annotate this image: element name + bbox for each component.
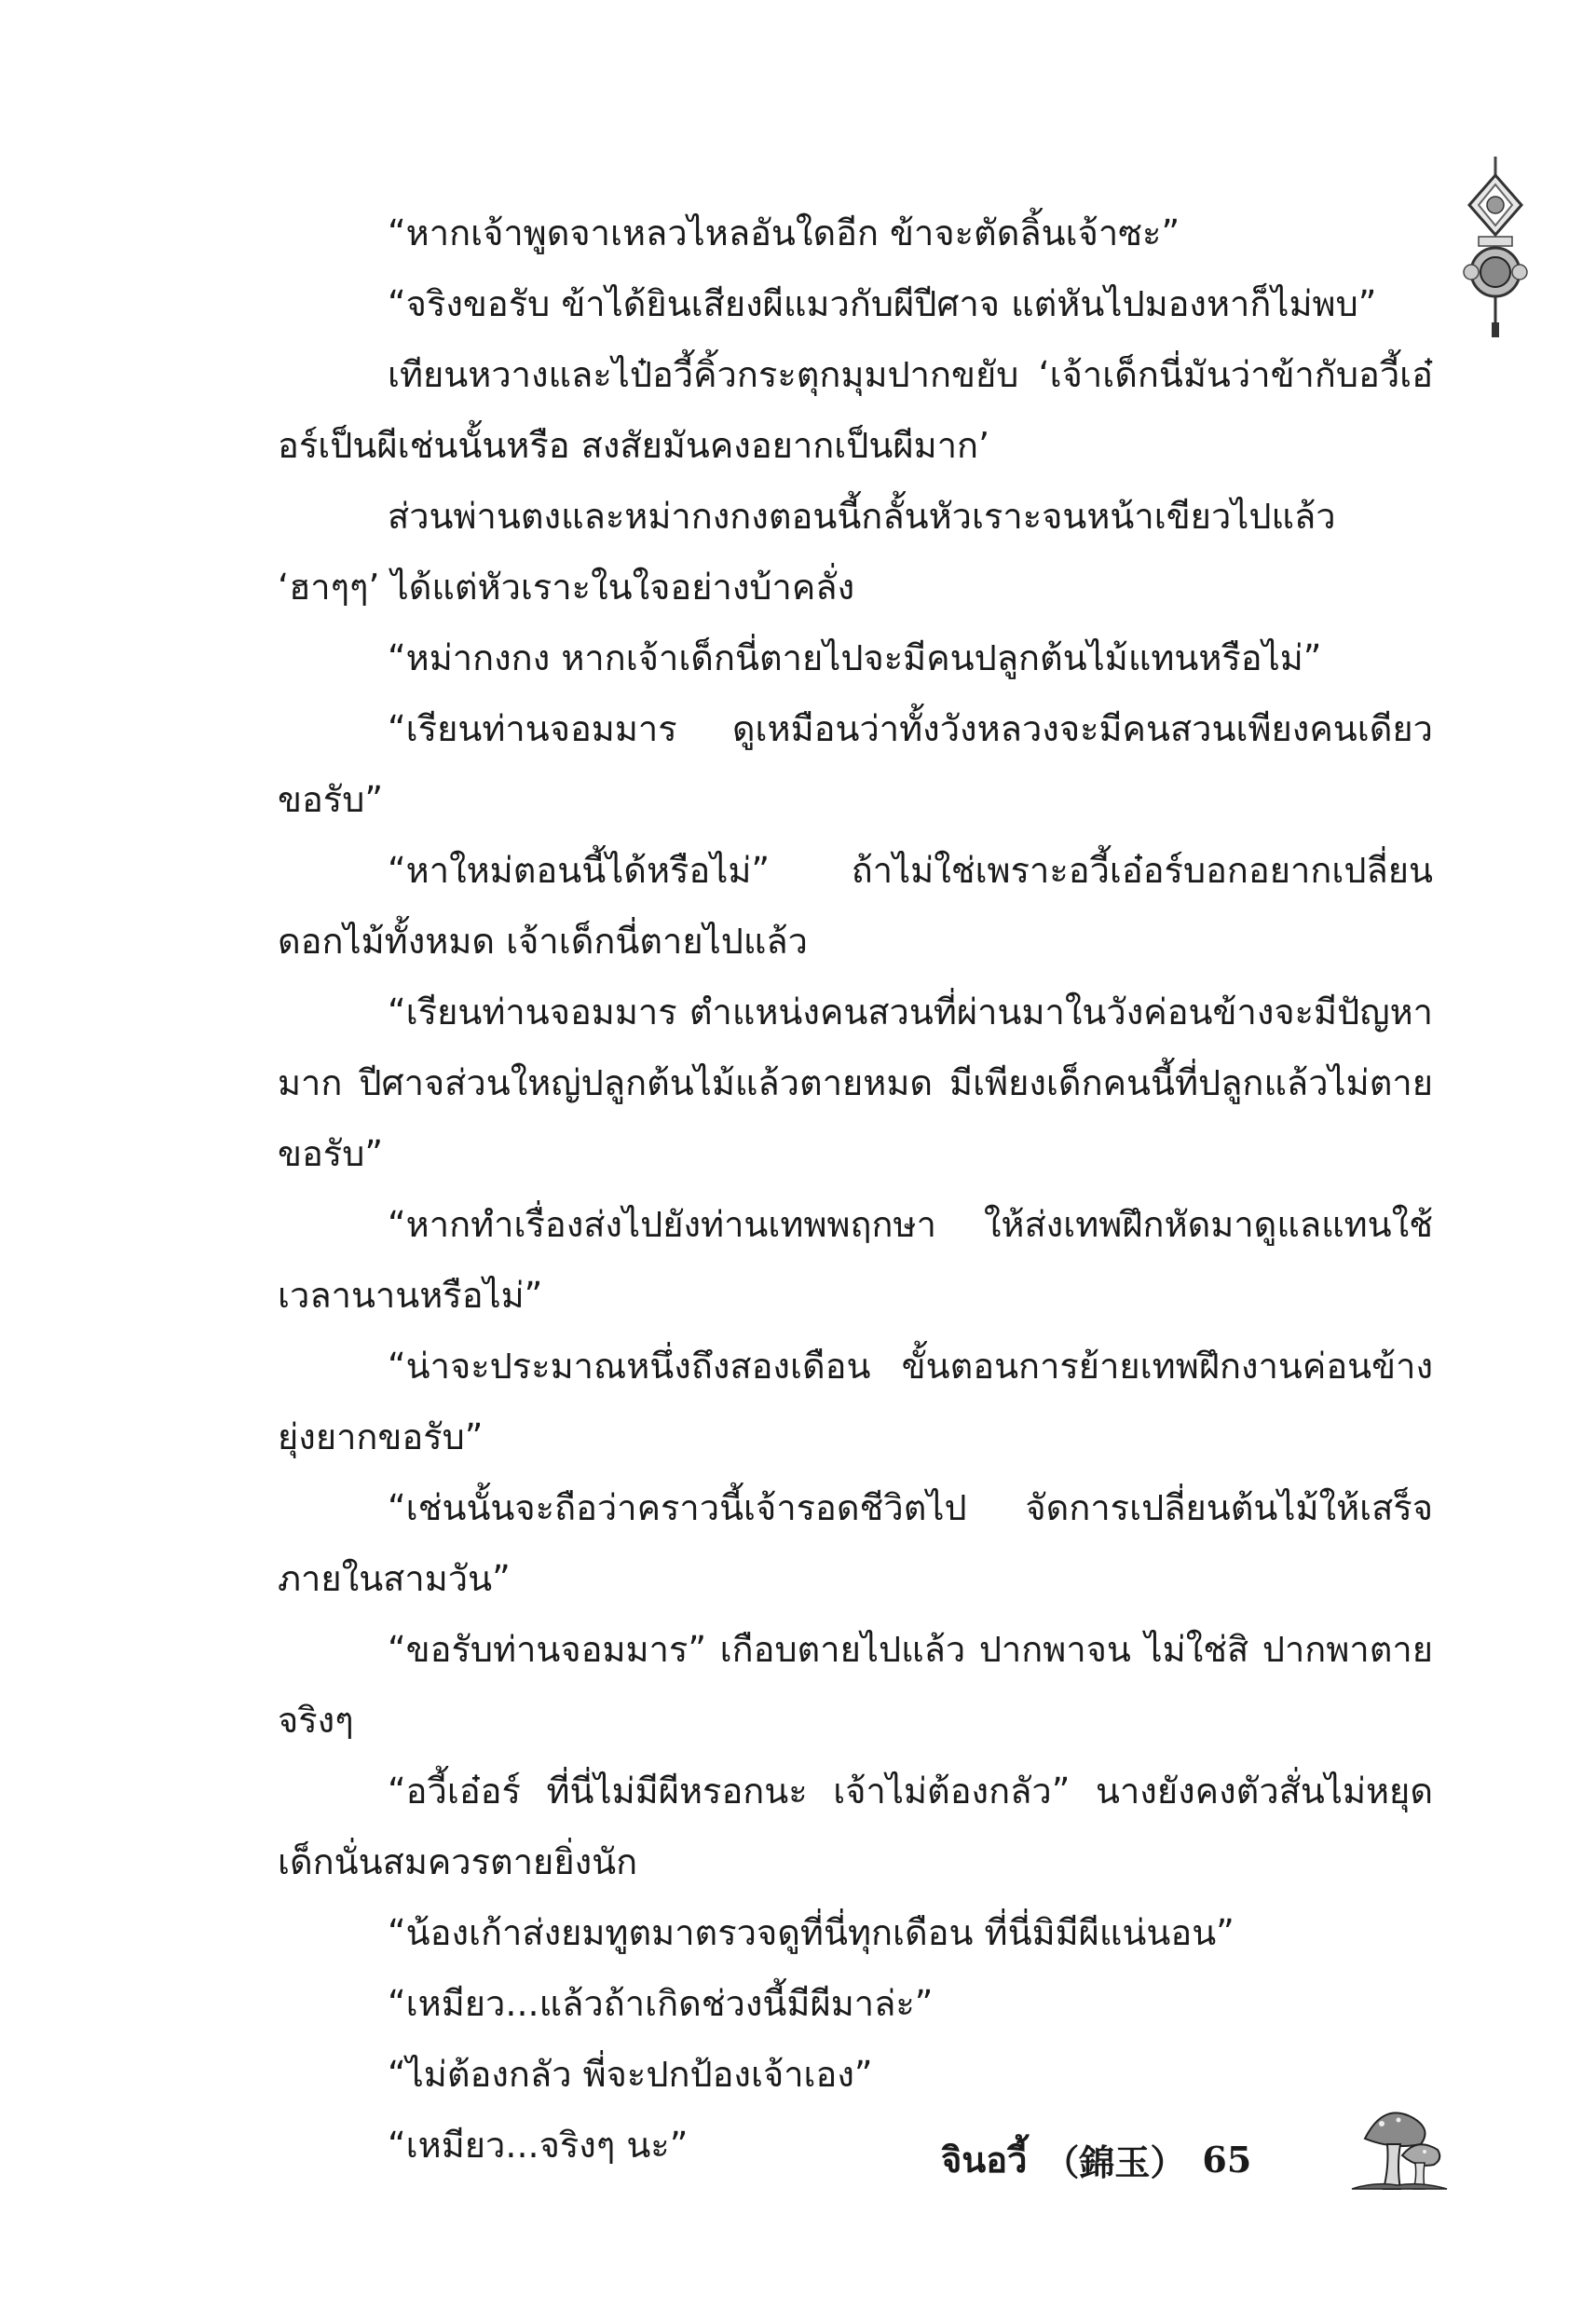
paragraph: “เรียนท่านจอมมาร ดูเหมือนว่าทั้งวังหลวงจะมีคนสวนเพียงคนเดียวขอรับ” [278, 708, 1433, 820]
paragraph: “หากทำเรื่องส่งไปยังท่านเทพพฤกษา ให้ส่งเทพฝึกหัดมาดูแลแทนใช้เวลานานหรือไม่” [278, 1204, 1433, 1316]
page-number: 65 [1202, 2138, 1252, 2181]
paragraph: “เช่นนั้นจะถือว่าคราวนี้เจ้ารอดชีวิตไป จัดการเปลี่ยนต้นไม้ให้เสร็จภายในสามวัน” [278, 1487, 1433, 1599]
paragraph: “เหมียว...แล้วถ้าเกิดช่วงนี้มีผีมาล่ะ” [388, 1983, 934, 2024]
paragraph: “น่าจะประมาณหนึ่งถึงสองเดือน ขั้นตอนการย้ายเทพฝึกงานค่อนข้างยุ่งยากขอรับ” [278, 1346, 1433, 1457]
paragraph: “จริงขอรับ ข้าได้ยินเสียงผีแมวกับผีปีศาจ แต่หันไปมองหาก็ไม่พบ” [388, 283, 1377, 324]
paragraph: เทียนหวางและไป๋อวี้คิ้วกระตุกมุมปากขยับ ‘เจ้าเด็กนี่มันว่าข้ากับอวี้เอ๋อร์เป็นผีเช่นนั้นหรือ สงสัยมันคงอยากเป็นผีมาก’ [278, 354, 1433, 466]
body-text [278, 198, 1433, 2181]
page-footer [941, 2126, 1251, 2192]
paragraph: “อวี้เอ๋อร์ ที่นี่ไม่มีผีหรอกนะ เจ้าไม่ต้องกลัว” นางยังคงตัวสั่นไม่หยุด เด็กนั่นสมควรตายยิ่งนัก [278, 1771, 1433, 1882]
paragraph: “หาใหม่ตอนนี้ได้หรือไม่” ถ้าไม่ใช่เพราะอวี้เอ๋อร์บอกอยากเปลี่ยนดอกไม้ทั้งหมด เจ้าเด็กนี่ตายไปแล้ว [278, 850, 1433, 962]
mushroom-icon [1346, 2092, 1449, 2195]
paragraph: “ไม่ต้องกลัว พี่จะปกป้องเจ้าเอง” [388, 2054, 873, 2095]
paragraph: “น้องเก้าส่งยมทูตมาตรวจดูที่นี่ทุกเดือน ที่นี่มิมีผีแน่นอน” [388, 1912, 1235, 1953]
book-title: จินอวี้ [941, 2139, 1028, 2181]
book-title-cjk: （錦玉） [1044, 2141, 1186, 2183]
paragraph: “หม่ากงกง หากเจ้าเด็กนี่ตายไปจะมีคนปลูกต้นไม้แทนหรือไม่” [388, 637, 1322, 678]
paragraph: “เหมียว...จริงๆ นะ” [388, 2125, 689, 2166]
paragraph: “ขอรับท่านจอมมาร” เกือบตายไปแล้ว ปากพาจน ไม่ใช่สิ ปากพาตายจริงๆ [278, 1629, 1433, 1741]
paragraph: “หากเจ้าพูดจาเหลวไหลอันใดอีก ข้าจะตัดลิ้นเจ้าซะ” [388, 212, 1180, 253]
paragraph: ส่วนพ่านตงและหม่ากงกงตอนนี้กลั้นหัวเราะจนหน้าเขียวไปแล้ว ‘ฮาๆๆ’ ได้แต่หัวเราะในใจอย่างบ้าคลั่ง [278, 496, 1336, 608]
ornament-icon [1458, 157, 1533, 343]
paragraph: “เรียนท่านจอมมาร ตำแหน่งคนสวนที่ผ่านมาในวังค่อนข้างจะมีปัญหามาก ปีศาจส่วนใหญ่ปลูกต้นไม้แล้วตายหมด มีเพียงเด็กคนนี้ที่ปลูกแล้วไม่ตายขอรับ” [278, 991, 1433, 1174]
